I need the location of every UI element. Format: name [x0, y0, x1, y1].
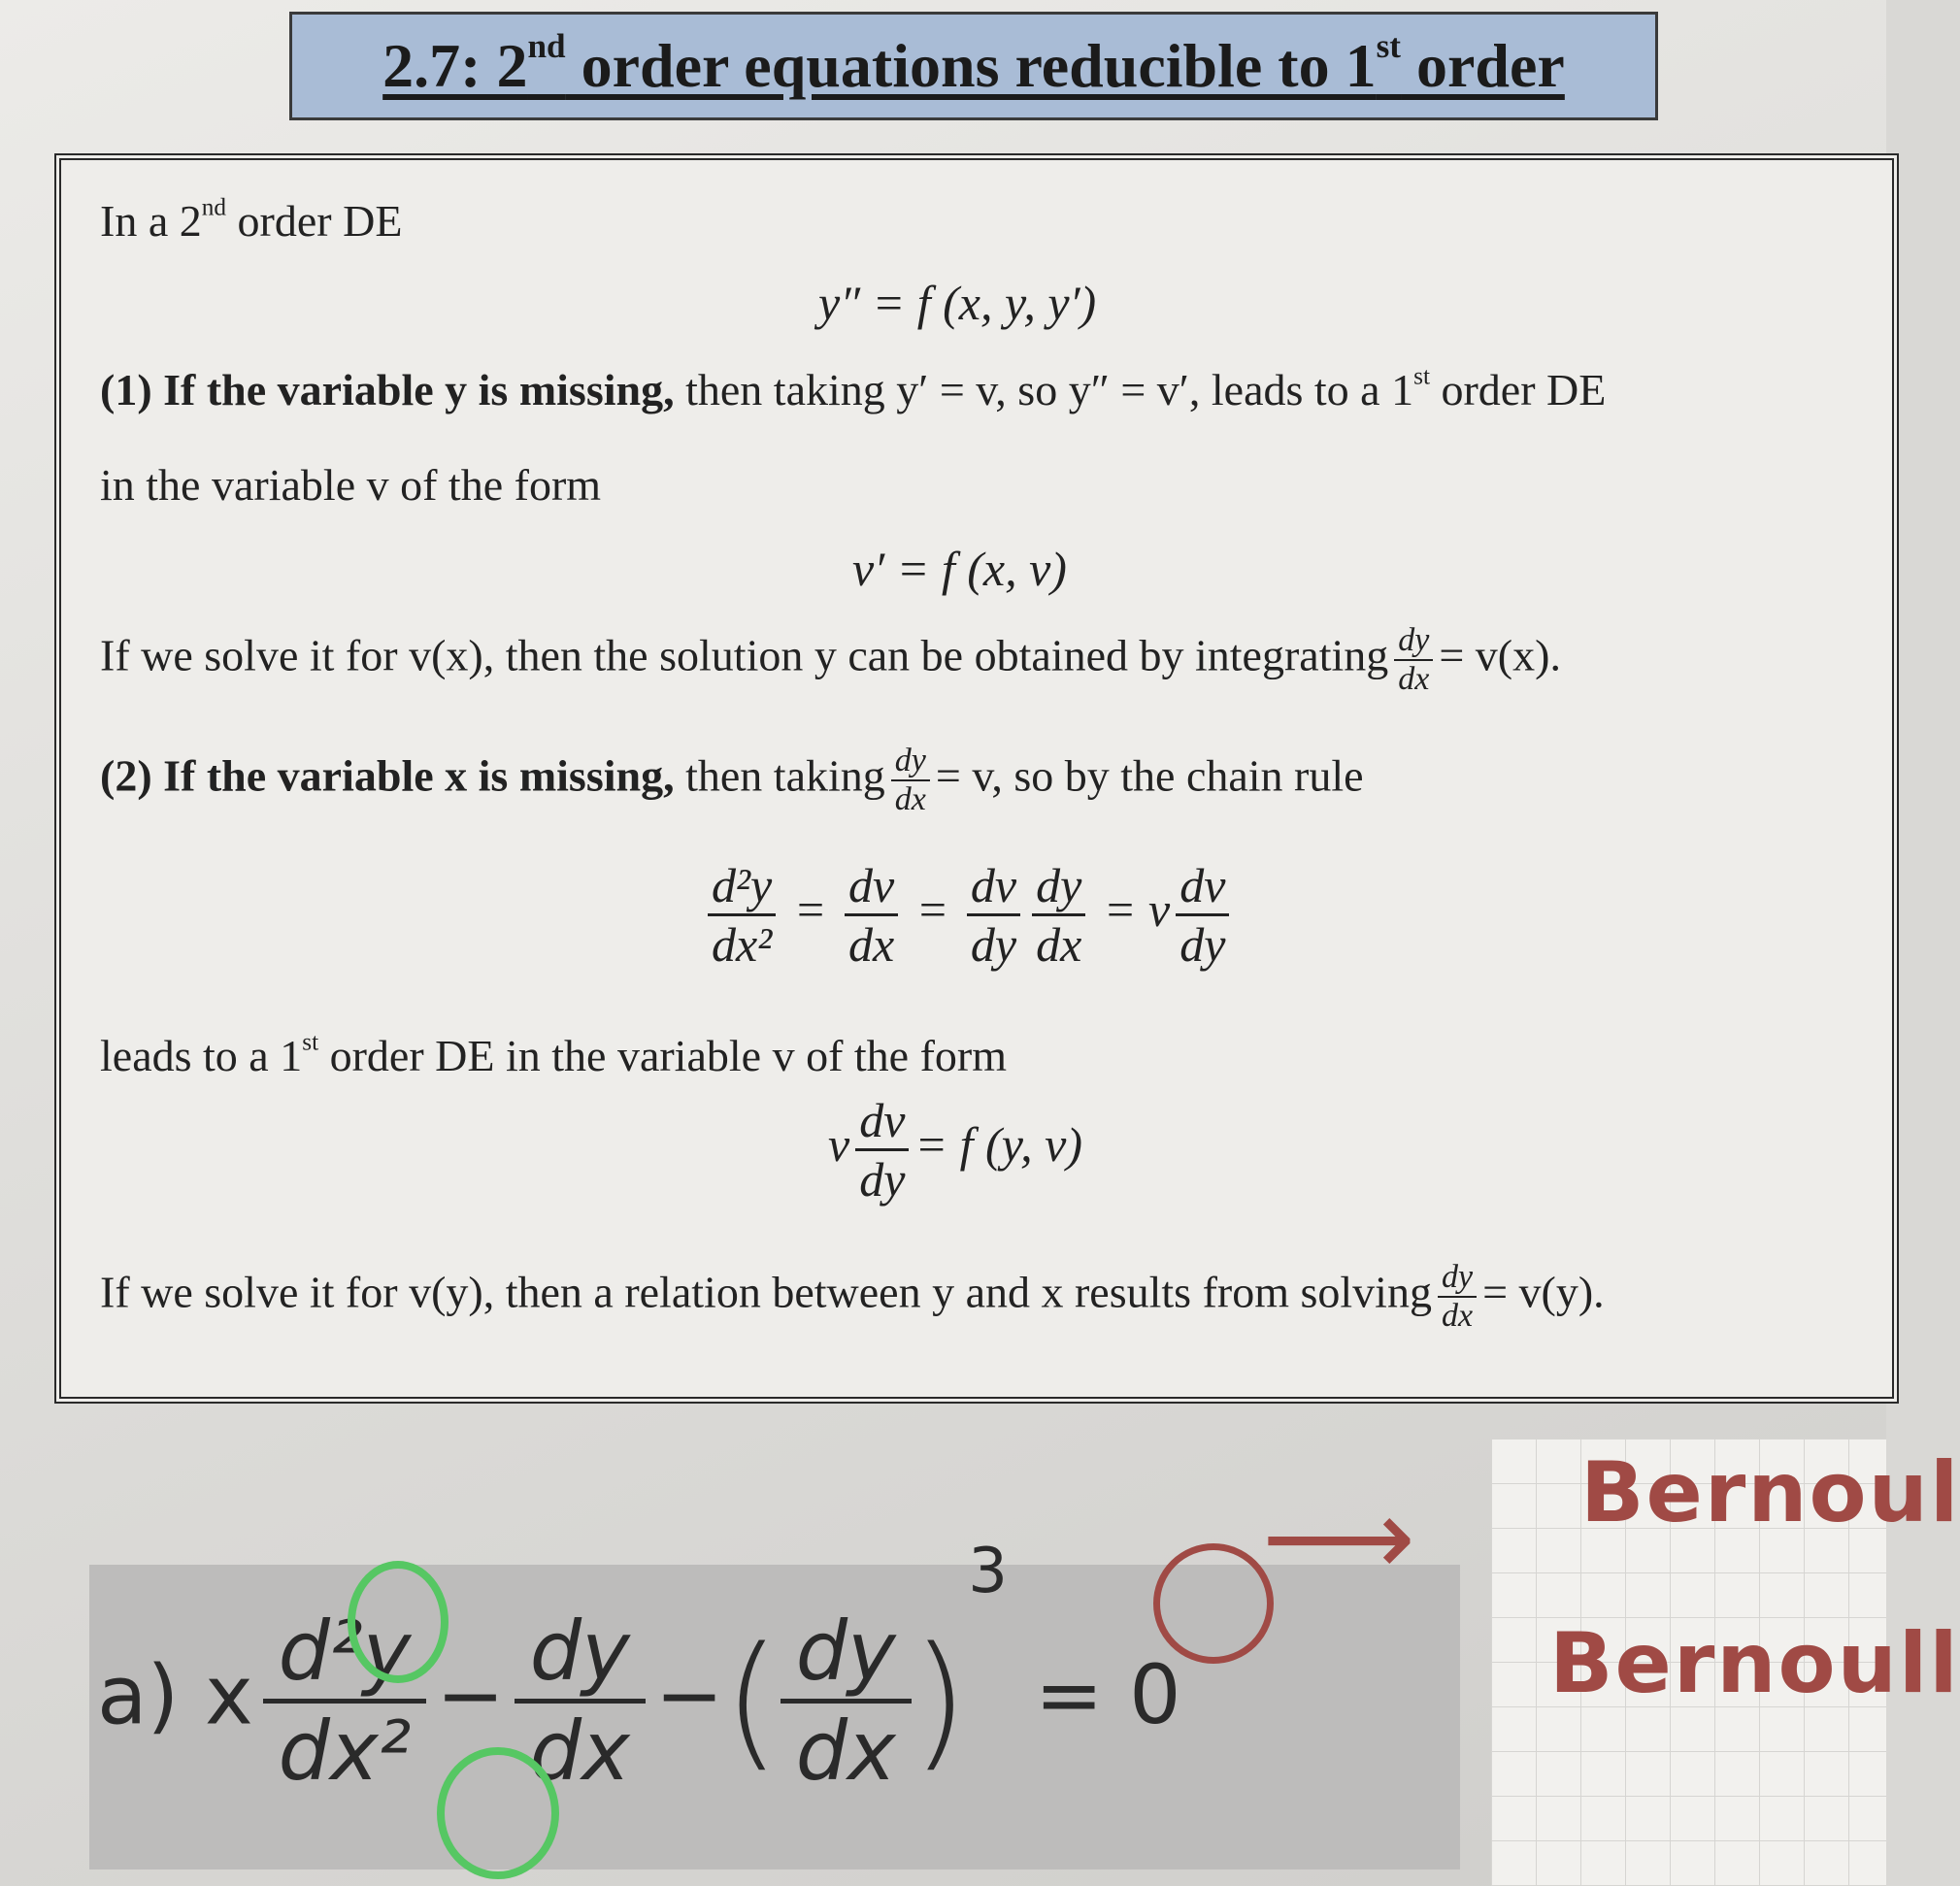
arrow-icon: ⟶: [1262, 1475, 1417, 1600]
red-circle-highlight: [1153, 1543, 1274, 1664]
theory-box: [54, 153, 1899, 1404]
solve1-line: If we solve it for v(x), then the solution y can be obtained by integrating $\frac{dy}{dx}$ = v(x).: [100, 622, 1561, 697]
fraction-dy-dx: $\frac{dy}{dx}$: [891, 743, 930, 818]
chain-rule-equation: $\frac{\text{d²y}}{\text{dx²}}$ = $\frac{dv}{dx}$ = $\frac{dv}{dy}$ $\frac{dy}{dx}$ = v $\frac{dv}{dy}$: [702, 857, 1235, 973]
equation-case2: v $\frac{dv}{dy}$ = f (y, v): [828, 1093, 1082, 1207]
problem-a-equation: a) x $\frac{\text{d²y}}{\text{dx²}}$ − $\frac{dy}{dx}$ −( $\frac{dy}{dx}$ )$^3$= 0: [97, 1536, 1181, 1799]
case1-line: (1) If the variable y is missing, then taking y′ = v, so y″ = v′, leads to a 1st order DE: [100, 362, 1607, 414]
solve2-line: If we solve it for v(y), then a relation between y and x results from solving $\frac{dy}{dx}$ = v(y).: [100, 1259, 1605, 1334]
equation-general: y″ = f (x, y, y′): [818, 276, 1097, 330]
equation-case1: v′ = f (x, v): [852, 542, 1067, 596]
case1-line2: in the variable v of the form: [100, 460, 602, 510]
green-circle-highlight: [348, 1561, 448, 1683]
section-title: 2.7: 2nd order equations reducible to 1st order: [382, 27, 1565, 100]
handwritten-note-2: Bernoull: [1549, 1615, 1960, 1712]
exponent-three: 3: [968, 1536, 1009, 1607]
fraction-dy-dx: $\frac{dy}{dx}$: [1394, 622, 1433, 698]
case2-line: (2) If the variable x is missing, then taking $\frac{dy}{dx}$ = v, so by the chain rule: [100, 743, 1364, 817]
green-circle-highlight: [437, 1747, 559, 1879]
leads-line: leads to a 1st order DE in the variable v of the form: [100, 1028, 1008, 1080]
handwritten-note-1: Bernoul: [1580, 1444, 1960, 1541]
fraction-dy-dx: $\frac{dy}{dx}$: [1438, 1259, 1477, 1335]
intro-line: In a 2nd order DE: [100, 193, 403, 246]
section-title-box: [289, 12, 1658, 120]
